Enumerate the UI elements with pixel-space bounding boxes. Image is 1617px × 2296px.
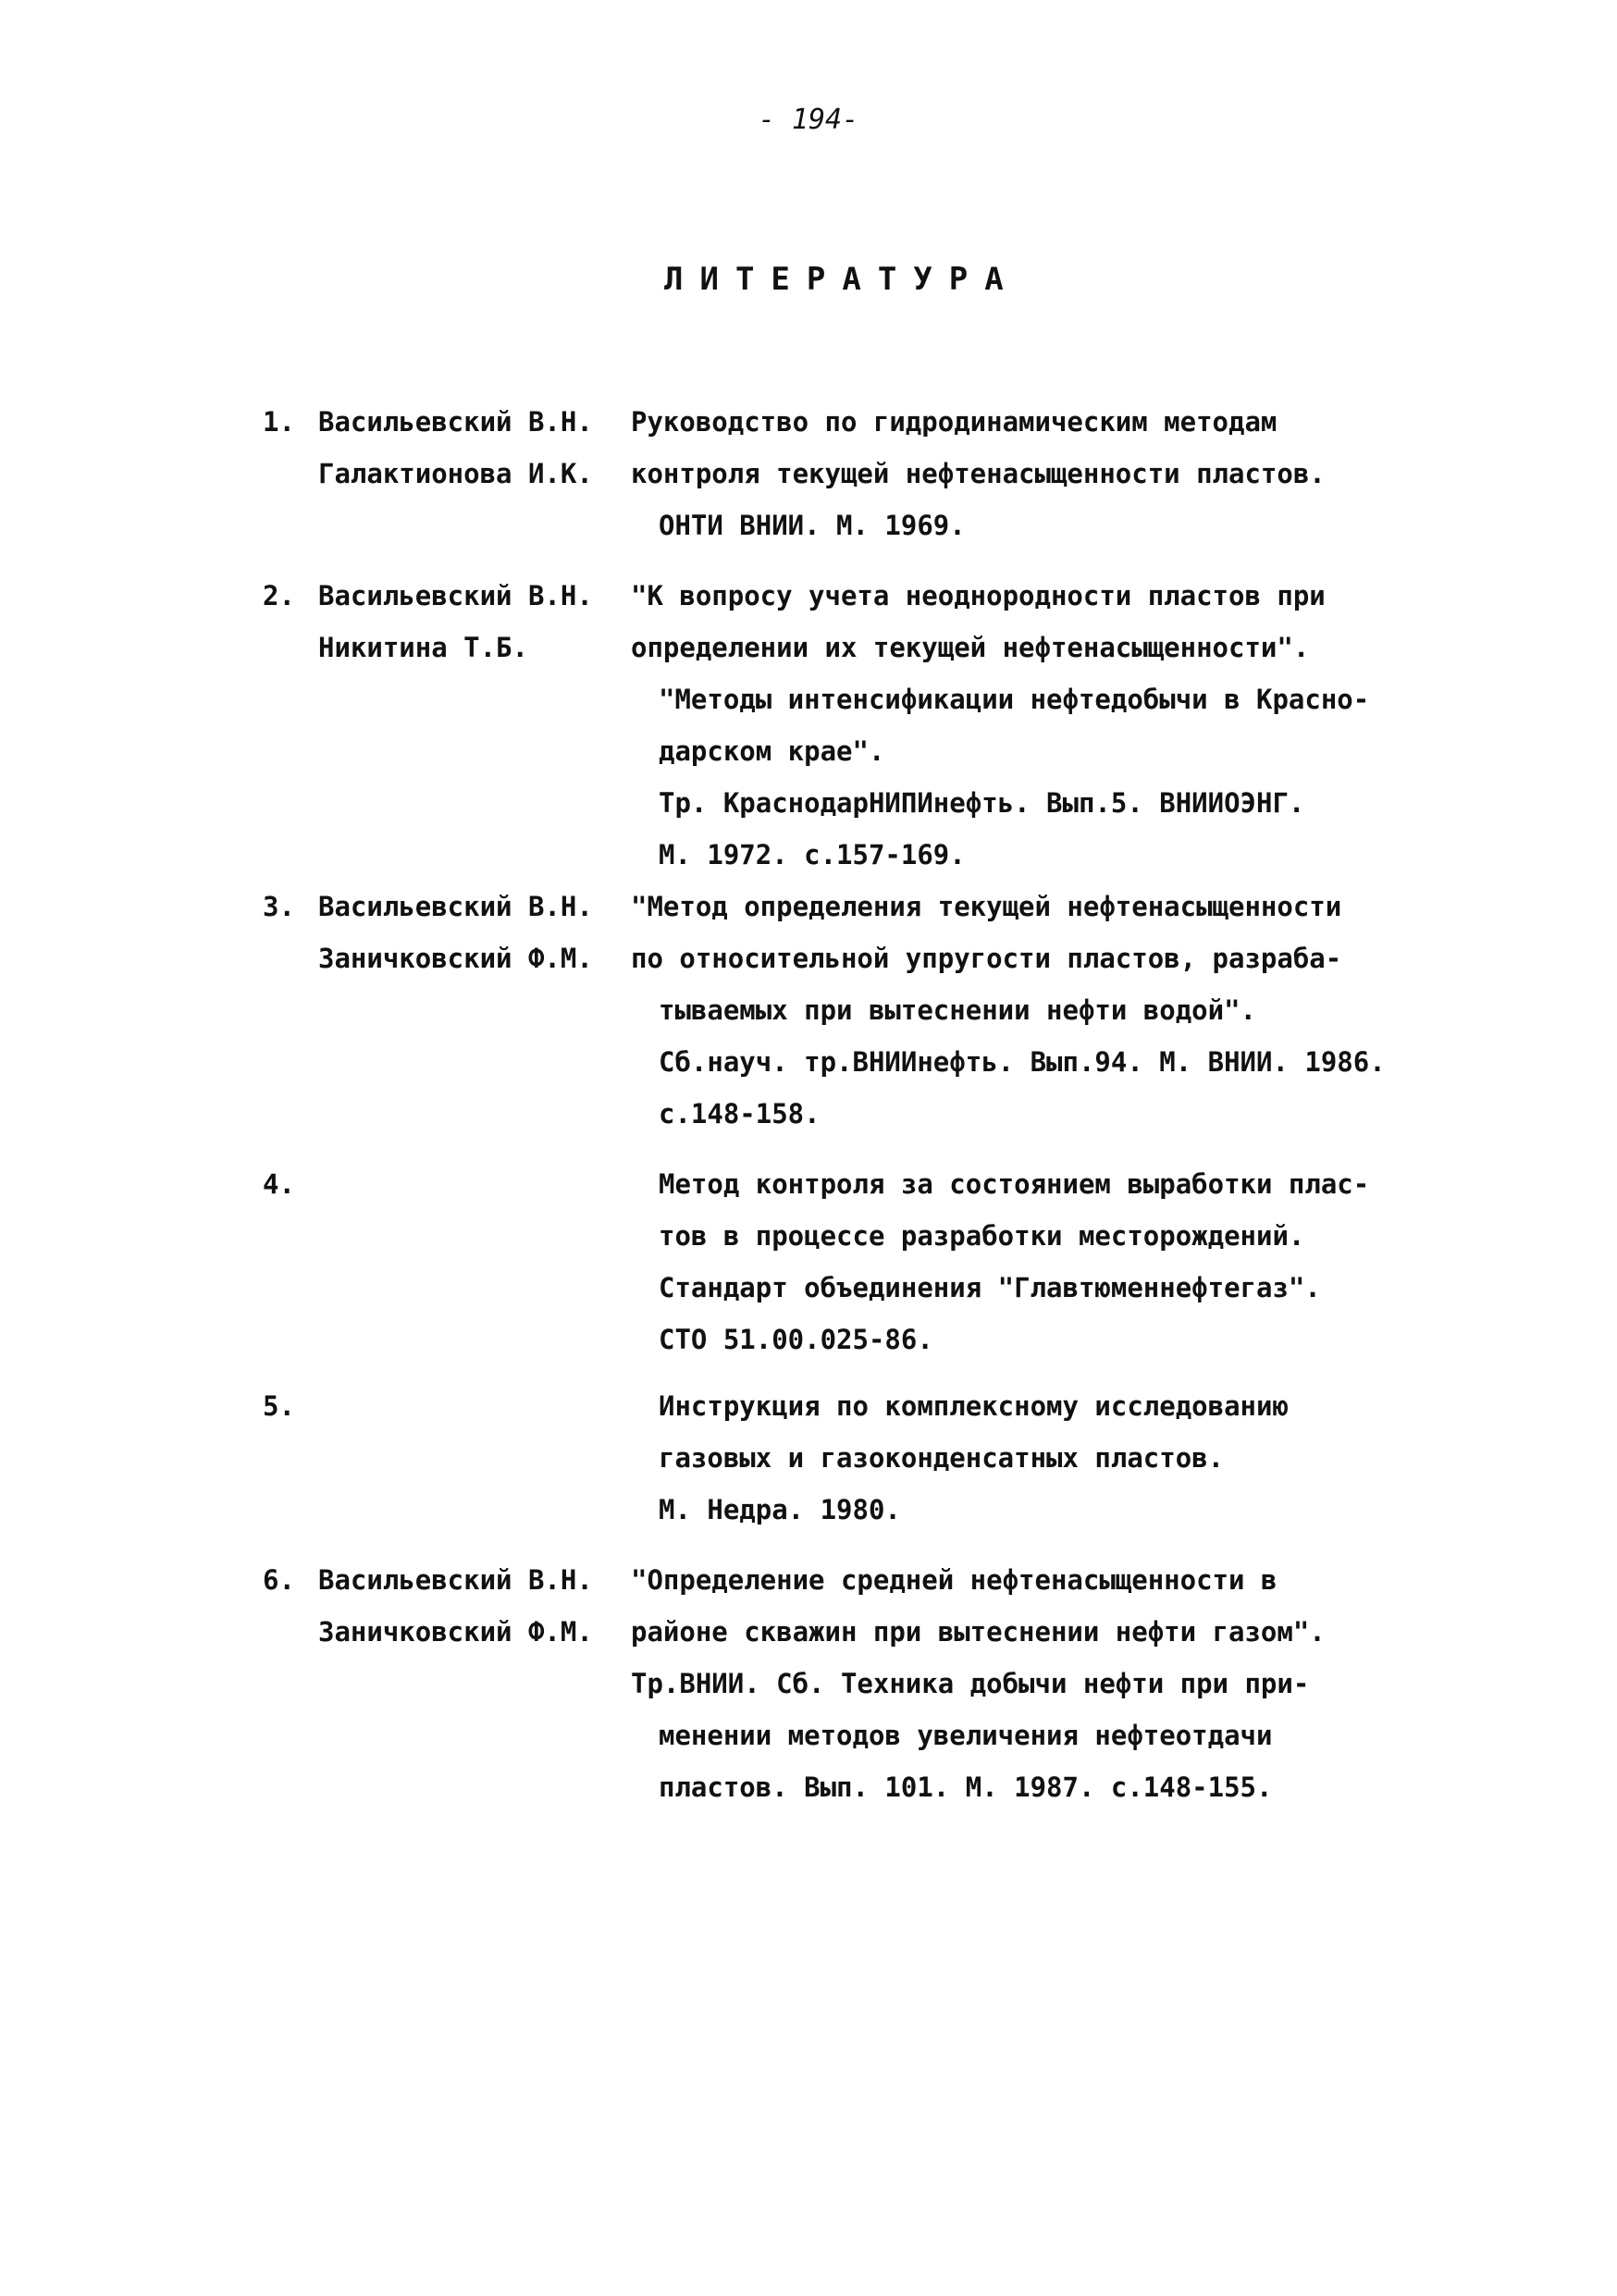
- reference-2-line-5: Тр. КраснодарНИПИнефть. Вып.5. ВНИИОЭНГ.: [659, 787, 1305, 819]
- page-number: - 194-: [758, 104, 859, 136]
- reference-2-line-4: дарском крае".: [659, 735, 885, 767]
- reference-4-line-4: СТО 51.00.025-86.: [659, 1324, 933, 1355]
- reference-3-line-4: Сб.науч. тр.ВНИИнефть. Вып.94. М. ВНИИ. 1986.: [659, 1046, 1386, 1078]
- reference-2-author-2: Никитина Т.Б.: [318, 632, 528, 663]
- reference-6-line-3: Тр.ВНИИ. Сб. Техника добычи нефти при при-: [631, 1668, 1310, 1699]
- reference-5-line-2: газовых и газоконденсатных пластов.: [659, 1442, 1225, 1474]
- reference-3-line-1: "Метод определения текущей нефтенасыщенности: [631, 891, 1342, 922]
- reference-1-author-2: Галактионова И.К.: [318, 458, 593, 489]
- reference-1-line-3: ОНТИ ВНИИ. М. 1969.: [659, 510, 966, 541]
- reference-6-author-1: Васильевский В.Н.: [318, 1564, 593, 1596]
- reference-3-line-5: с.148-158.: [659, 1098, 821, 1129]
- reference-2-line-2: определении их текущей нефтенасыщенности".: [631, 632, 1310, 663]
- reference-3-author-1: Васильевский В.Н.: [318, 891, 593, 922]
- reference-1-author-1: Васильевский В.Н.: [318, 406, 593, 438]
- reference-4-line-3: Стандарт объединения "Главтюменнефтегаз".: [659, 1272, 1321, 1303]
- reference-1-line-2: контроля текущей нефтенасыщенности пластов.: [631, 458, 1326, 489]
- reference-6-line-1: "Определение средней нефтенасыщенности в: [631, 1564, 1278, 1596]
- reference-2-number: 2.: [263, 580, 295, 611]
- reference-6-line-5: пластов. Вып. 101. М. 1987. с.148-155.: [659, 1771, 1273, 1803]
- reference-3-line-2: по относительной упругости пластов, разраба-: [631, 943, 1342, 974]
- reference-5-line-1: Инструкция по комплексному исследованию: [659, 1390, 1289, 1422]
- reference-6-line-2: районе скважин при вытеснении нефти газом".: [631, 1616, 1326, 1648]
- page-heading: ЛИТЕРАТУРА: [664, 261, 1020, 298]
- reference-2-line-3: "Методы интенсификации нефтедобычи в Красно-: [659, 684, 1370, 715]
- reference-1-line-1: Руководство по гидродинамическим методам: [631, 406, 1278, 438]
- reference-2-line-6: М. 1972. с.157-169.: [659, 839, 966, 870]
- reference-3-number: 3.: [263, 891, 295, 922]
- reference-6-number: 6.: [263, 1564, 295, 1596]
- reference-5-number: 5.: [263, 1390, 295, 1422]
- reference-3-author-2: Заничковский Ф.М.: [318, 943, 593, 974]
- reference-4-number: 4.: [263, 1168, 295, 1200]
- reference-1-number: 1.: [263, 406, 295, 438]
- reference-6-line-4: менении методов увеличения нефтеотдачи: [659, 1720, 1273, 1751]
- reference-2-author-1: Васильевский В.Н.: [318, 580, 593, 611]
- reference-3-line-3: тываемых при вытеснении нефти водой".: [659, 994, 1257, 1026]
- reference-4-line-2: тов в процессе разработки месторождений.: [659, 1220, 1305, 1252]
- reference-4-line-1: Метод контроля за состоянием выработки плас-: [659, 1168, 1370, 1200]
- reference-2-line-1: "К вопросу учета неоднородности пластов при: [631, 580, 1326, 611]
- reference-6-author-2: Заничковский Ф.М.: [318, 1616, 593, 1648]
- reference-5-line-3: М. Недра. 1980.: [659, 1494, 901, 1525]
